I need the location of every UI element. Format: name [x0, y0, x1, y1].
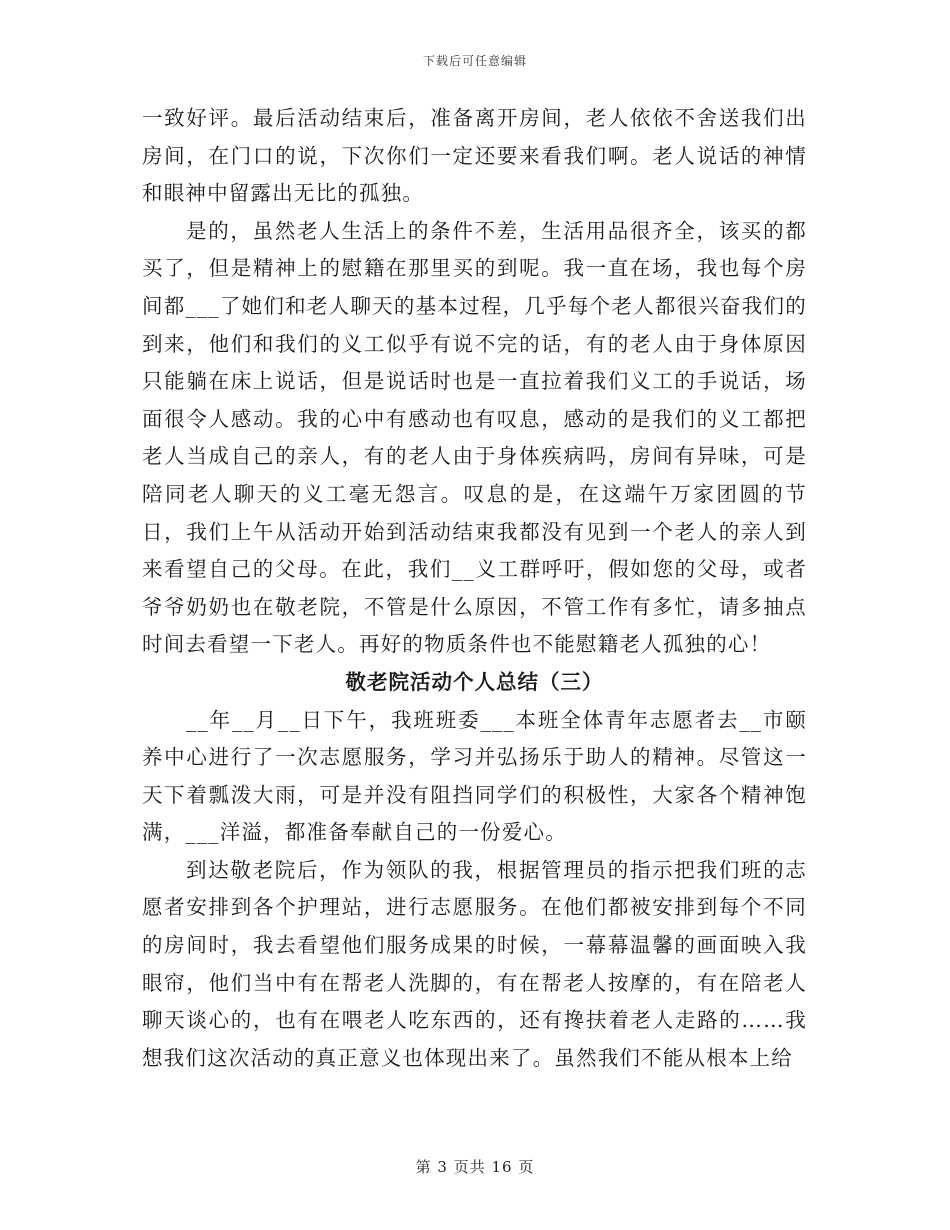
paragraph-reflection: 是的，虽然老人生活上的条件不差，生活用品很齐全，该买的都买了，但是精神上的慰籍在那里买的到呢。我一直在场，我也每个房间都___了她们和老人聊天的基本过程，几乎每个老人都很兴奋我们的到来，他们和我们的义工似乎有说不完的话，有的老人由于身体原因只能躺在床上说话，但是说话时也是一直拉着我们义工的手说话，场面很令人感动。我的心中有感动也有叹息，感动的是我们的义工都把老人当成自己的亲人，有的老人由于身体疾病吗，房间有异味，可是陪同老人聊天的义工毫无怨言。叹息的是，在这端午万家团圆的节日，我们上午从活动开始到活动结束我都没有见到一个老人的亲人到来看望自己的父母。在此，我们__义工群呼吁，假如您的父母，或者爷爷奶奶也在敬老院，不管是什么原因，不管工作有多忙，请多抽点时间去看望一下老人。再好的物质条件也不能慰籍老人孤独的心！ [142, 218, 807, 657]
document-body [142, 100, 807, 1077]
section-title: 敬老院活动个人总结（三） [345, 669, 604, 694]
page-header: 下载后可任意编辑 [422, 54, 527, 68]
page-footer: 第 3 页共 16 页 [415, 1158, 535, 1176]
paragraph-event-intro: __年__月__日下午，我班班委___本班全体青年志愿者去__市颐养中心进行了一次志愿服务，学习并弘扬乐于助人的精神。尽管这一天下着瓢泼大雨，可是并没有阻挡同学们的积极性，大家各个精神饱满，___洋溢，都准备奉献自己的一份爱心。 [142, 707, 807, 845]
paragraph-continued: 一致好评。最后活动结束后，准备离开房间，老人依依不舍送我们出房间，在门口的说，下次你们一定还要来看我们啊。老人说话的神情和眼神中留露出无比的孤独。 [142, 106, 807, 206]
paragraph-service: 到达敬老院后，作为领队的我，根据管理员的指示把我们班的志愿者安排到各个护理站，进行志愿服务。在他们都被安排到每个不同的房间时，我去看望他们服务成果的时候，一幕幕温馨的画面映入我眼帘，他们当中有在帮老人洗脚的，有在帮老人按摩的，有在陪老人聊天谈心的，也有在喂老人吃东西的，还有搀扶着老人走路的……我想我们这次活动的真正意义也体现出来了。虽然我们不能从根本上给 [142, 857, 807, 1070]
